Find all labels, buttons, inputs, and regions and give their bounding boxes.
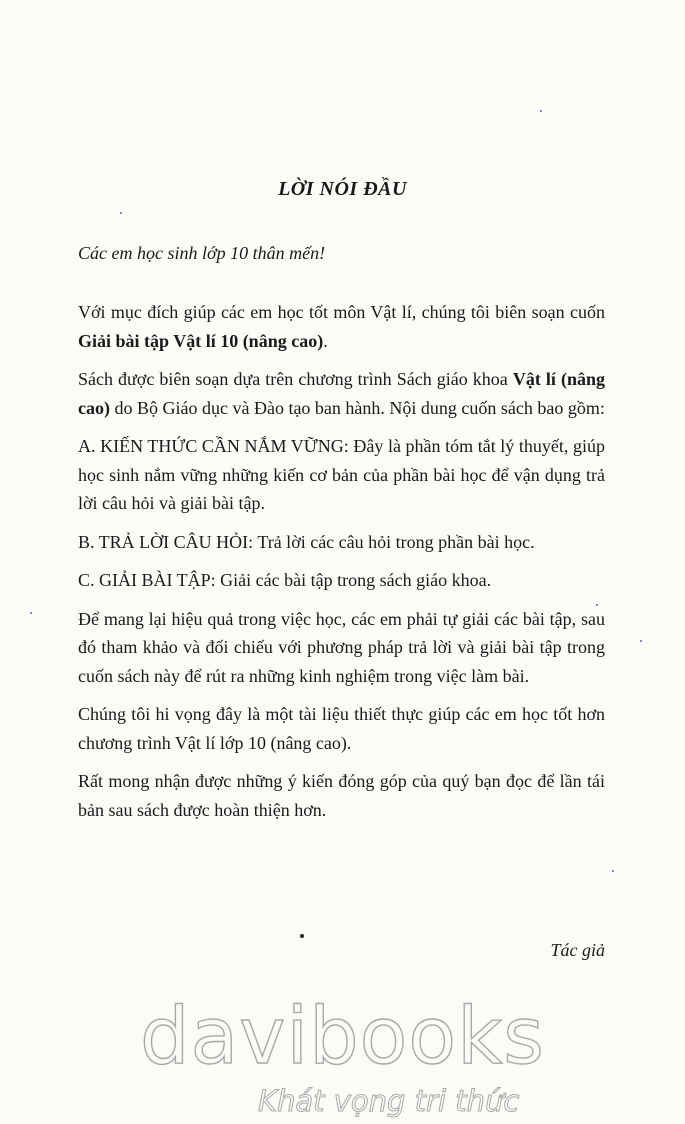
ink-speck <box>640 640 642 642</box>
paragraph-8: Rất mong nhận được những ý kiến đóng góp của quý bạn đọc để lần tái bản sau sách được hoàn thiện hơn. <box>78 771 605 820</box>
paragraph-6: Để mang lại hiệu quả trong việc học, các em phải tự giải các bài tập, sau đó tham khảo và đối chiếu với phương pháp trả lời và giải bài tập trong cuốn sách này để rút ra những kinh nghiệm trong việc làm bài. <box>78 608 605 686</box>
document-body <box>78 298 605 834</box>
paragraph-3: A. KIẾN THỨC CẦN NẮM VỮNG: Đây là phần tóm tắt lý thuyết, giúp học sinh nắm vững những kiến cơ bản của phần bài học để vận dụng trả lời câu hỏi và giải bài tập. <box>78 436 605 513</box>
ink-speck <box>30 612 32 614</box>
subject-bold: Vật lí (nâng cao) <box>78 369 605 418</box>
paragraph-7: Chúng tôi hi vọng đây là một tài liệu thiết thực giúp các em học tốt hơn chương trình Vật lí lớp 10 (nâng cao). <box>78 704 605 753</box>
paragraph-1-text: Với mục đích giúp các em học tốt môn Vật lí, chúng tôi biên soạn cuốn <box>78 302 605 322</box>
ink-dot <box>300 934 304 938</box>
page-title: LỜI NÓI ĐẦU <box>278 178 407 200</box>
author-signature: Tác giả <box>550 940 605 960</box>
ink-speck <box>612 870 614 872</box>
watermark-logo: davibooks <box>140 992 545 1082</box>
ink-speck <box>596 604 598 606</box>
paragraph-4: B. TRẢ LỜI CÂU HỎI: Trả lời các câu hỏi trong phần bài học. <box>78 531 535 552</box>
paragraph-2 <box>78 365 605 422</box>
watermark <box>0 992 685 1124</box>
paragraph-2-text: Sách được biên soạn dựa trên chương trình Sách giáo khoa <box>78 369 513 389</box>
paragraph-5: C. GIẢI BÀI TẬP: Giải các bài tập trong sách giáo khoa. <box>78 570 492 590</box>
greeting: Các em học sinh lớp 10 thân mến! <box>78 243 326 263</box>
ink-speck <box>540 110 542 112</box>
paragraph-1-end: . <box>323 330 328 351</box>
ink-speck <box>120 212 122 214</box>
paragraph-1 <box>78 298 605 355</box>
book-title-bold: Giải bài tập Vật lí 10 (nâng cao) <box>78 330 324 351</box>
paragraph-2-end: do Bộ Giáo dục và Đào tạo ban hành. Nội dung cuốn sách bao gồm: <box>109 397 605 418</box>
watermark-tagline: Khát vọng tri thức <box>258 1084 520 1118</box>
